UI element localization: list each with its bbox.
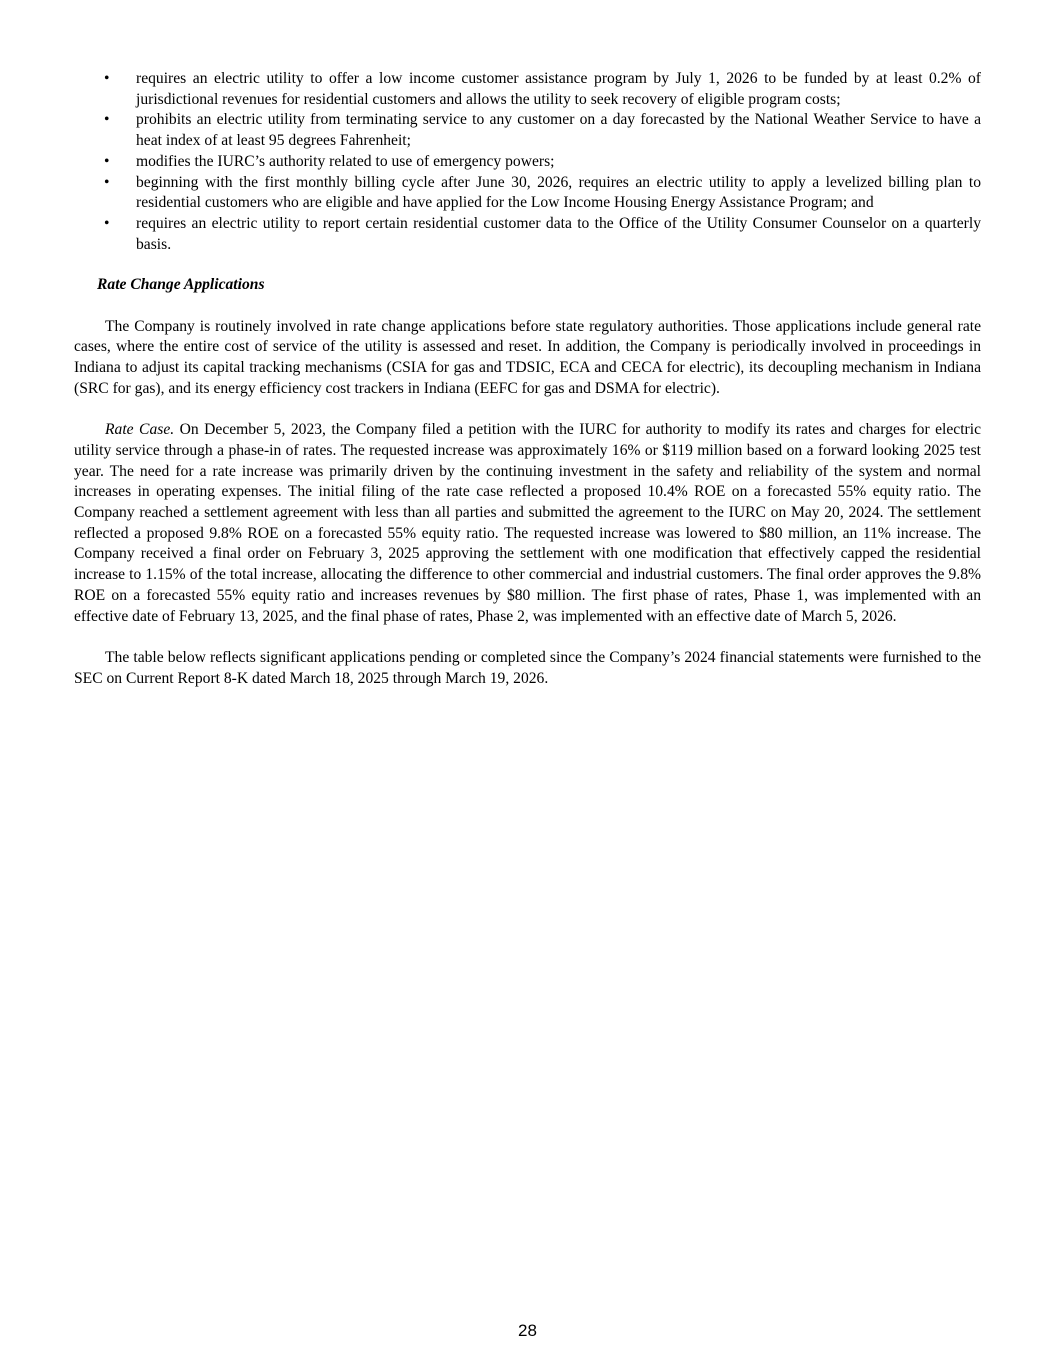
list-item-text: requires an electric utility to offer a low income customer assistance program by July 1, 2026 to be funded by at least 0.2% of jurisdictional revenues for residential customers and allows the utility to seek recovery of eligible program costs; [136, 70, 981, 108]
bullet-marker: • [104, 214, 110, 232]
bullet-marker: • [104, 70, 110, 87]
section-heading: Rate Change Applications [97, 276, 265, 294]
bullet-marker: • [104, 111, 110, 129]
document-page [74, 69, 981, 689]
rate-case-text: On December 5, 2023, the Company filed a petition with the IURC for authority to modify its rates and charges for electric utility service through a phase-in of rates. The requested increase was approximately 16% or $119 million based on a forward looking 2025 test year. The need for a rate increase was primarily driven by the continuing investment in the safety and reliability of the system and normal increases in operating expenses. The initial filing of the rate case reflected a proposed 10.4% ROE on a forecasted 55% equity ratio. The Company reached a settlement agreement with less than all parties and submitted the agreement to the IURC on May 20, 2024. The settlement reflected a proposed 9.8% ROE on a forecasted 55% equity ratio. The requested increase was lowered to $80 million, an 11% increase. The Company received a final order on February 3, 2025 approving the settlement with one modification that effectively capped the residential increase to 1.15% of the total increase, allocating the difference to other commercial and industrial customers. The final order approves the 9.8% ROE on a forecasted 55% equity ratio and increases revenues by $80 million. The first phase of rates, Phase 1, was implemented with an effective date of February 13, 2025, and the final phase of rates, Phase 2, was implemented with an effective date of March 5, 2026. [74, 421, 982, 625]
list-item-text: modifies the IURC’s authority related to use of emergency powers; [136, 152, 555, 170]
list-item [74, 214, 981, 255]
rate-case-run-in-heading: Rate Case. [105, 421, 175, 439]
rate-case-paragraph [74, 420, 981, 627]
list-item [74, 173, 981, 214]
bullet-marker: • [104, 173, 110, 191]
table-intro-paragraph: The table below reflects significant applications pending or completed since the Company’s 2024 financial statements were furnished to the SEC on Current Report 8-K dated March 18, 2025 through March 19, 2026. [74, 648, 981, 687]
list-item [74, 110, 981, 151]
list-item-text: requires an electric utility to report certain residential customer data to the Office of the Utility Consumer Counselor on a quarterly basis. [136, 214, 981, 253]
intro-paragraph: The Company is routinely involved in rate change applications before state regulatory authorities. Those applications include general rate cases, where the entire cost of service of the utility is assessed and reset. In addition, the Company is periodically involved in proceedings in Indiana to adjust its capital tracking mechanisms (CSIA for gas and TDSIC, ECA and CECA for electric), its decoupling mechanism in Indiana (SRC for gas), and its energy efficiency cost trackers in Indiana (EEFC for gas and DSMA for electric). [74, 317, 981, 397]
requirements-list [74, 69, 981, 255]
list-item-text: beginning with the first monthly billing cycle after June 30, 2026, requires an electric utility to apply a levelized billing plan to residential customers who are eligible and have applied for the Low Income Housing Energy Assistance Program; and [136, 173, 981, 212]
list-item [74, 152, 981, 173]
page-number: 28 [518, 1321, 537, 1340]
bullet-marker: • [104, 152, 110, 170]
list-item [74, 69, 981, 110]
list-item-text: prohibits an electric utility from terminating service to any customer on a day forecasted by the National Weather Service to have a heat index of at least 95 degrees Fahrenheit; [136, 111, 981, 150]
